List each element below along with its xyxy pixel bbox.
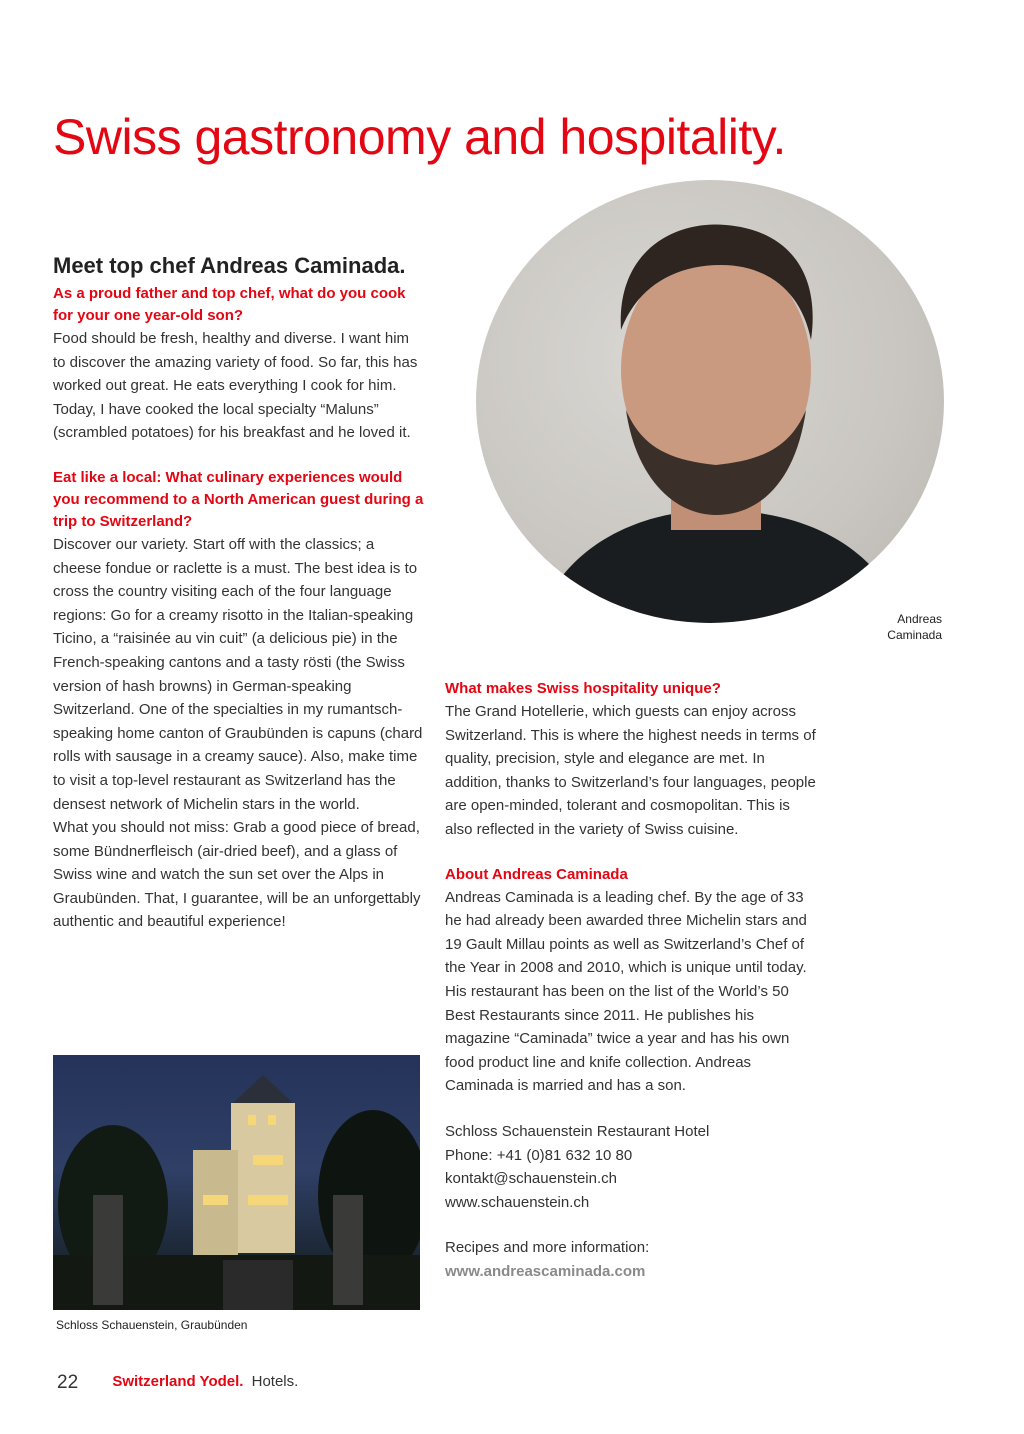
publication-name: Switzerland Yodel. bbox=[112, 1373, 244, 1390]
about-heading: About Andreas Caminada bbox=[445, 865, 628, 883]
recipes-link[interactable]: www.andreascaminada.com bbox=[445, 1262, 646, 1280]
question-hospitality: What makes Swiss hospitality unique? bbox=[445, 680, 721, 697]
contact-phone: Phone: +41 (0)81 632 10 80 bbox=[445, 1146, 633, 1164]
page-number: 22 bbox=[57, 1372, 79, 1393]
answer-local: Discover our variety. Start off with the classics; a cheese fondue or raclette is a must. The best idea is to cross the country visiting each of the four language regions: Go for a creamy risotto in the Italian-speaking Ticino, a “raisinée au vin cuit” (a delicious pie) in the French-speaking cantons and a tasty rösti (the Swiss version of hash browns) in German-speaking Switzerland. One of the specialties in my rumantsch-speaking home canton of Graubünden is capuns (chard rolls with sausage in a creamy sauce). Also, make time to visit a top-level restaurant as Switzerland has the densest network of Michelin stars in the world. bbox=[53, 535, 423, 813]
question-son: As a proud father and top chef, what do you cook for your one year-old son? bbox=[53, 285, 406, 324]
contact-email[interactable]: kontakt@schauenstein.ch bbox=[445, 1170, 617, 1188]
about-text: Andreas Caminada is a leading chef. By the age of 33 he had already been awarded three Michelin stars and 19 Gault Millau points as well as Switzerland’s Chef of the Year in 2008 and 2010, which is unique until today. His restaurant has been on the list of the World’s 50 Best Restaurants since 2011. He publishes his magazine “Caminada” twice a year and has his own food product line and knife collection. Andreas Caminada is married and has a son. bbox=[445, 888, 807, 1095]
chef-portrait-image bbox=[476, 180, 944, 623]
recipes-label: Recipes and more information: bbox=[445, 1239, 650, 1257]
left-column bbox=[53, 250, 425, 934]
answer-hospitality: The Grand Hotellerie, which guests can enjoy across Switzerland. This is where the highest needs in terms of quality, precision, style and elegance are met. In addition, thanks to Switzerland’s four languages, people are open-minded, tolerant and cosmopolitan. This is also reflected in the variety of Swiss cuisine. bbox=[445, 703, 816, 838]
page-footer bbox=[57, 1372, 298, 1394]
answer-son: Food should be fresh, healthy and diverse. I want him to discover the amazing variety of food. So far, this has worked out great. He eats everything I cook for him. Today, I have cooked the local specialty “Maluns” (scrambled potatoes) for his breakfast and he loved it. bbox=[53, 330, 418, 442]
portrait-caption: Andreas Caminada bbox=[887, 612, 942, 642]
answer-local-2: What you should not miss: Grab a good piece of bread, some Bündnerfleisch (air-dried beef), and a glass of Swiss wine and watch the sun set over the Alps in Graubünden. That, I guarantee, will be an unforgettably authentic and beautiful experience! bbox=[53, 819, 421, 931]
section-name: Hotels. bbox=[251, 1373, 299, 1390]
right-column bbox=[445, 678, 817, 1283]
page-title: Swiss gastronomy and hospitality. bbox=[53, 109, 786, 165]
article-heading: Meet top chef Andreas Caminada. bbox=[53, 253, 406, 278]
photo-caption: Schloss Schauenstein, Graubünden bbox=[56, 1318, 248, 1332]
castle-photo-image bbox=[53, 1055, 420, 1310]
question-local: Eat like a local: What culinary experiences would you recommend to a North American guest during a trip to Switzerland? bbox=[53, 468, 424, 530]
contact-name: Schloss Schauenstein Restaurant Hotel bbox=[445, 1122, 710, 1140]
contact-website[interactable]: www.schauenstein.ch bbox=[445, 1193, 590, 1211]
